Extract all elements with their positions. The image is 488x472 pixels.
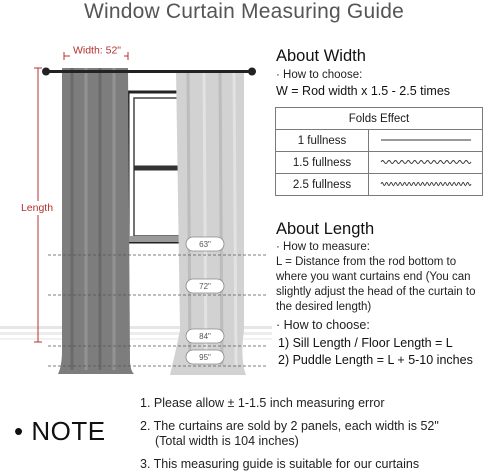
about-length-how-to-measure: · How to measure: xyxy=(276,241,370,253)
about-width-how-to-choose: · How to choose: xyxy=(276,69,363,81)
description-line: slightly adjust the head of the curtain to xyxy=(276,286,476,298)
wave-line xyxy=(381,182,471,185)
length-label: Length xyxy=(20,202,54,214)
note-item-2: 2. The curtains are sold by 2 panels, each width is 52" xyxy=(140,419,439,433)
table-row xyxy=(276,152,483,174)
curtain-illustration xyxy=(0,30,272,375)
table-row xyxy=(276,174,483,196)
mark-72: 72" xyxy=(199,282,211,291)
curtain-panel-dark xyxy=(58,68,134,374)
about-length-heading: About Length xyxy=(276,220,375,238)
length-option-1: 1) Sill Length / Floor Length = L xyxy=(278,336,453,350)
fold-wave-1 xyxy=(369,130,483,152)
fold-wave-1-5 xyxy=(369,152,483,174)
description-line: L = Distance from the rod bottom to xyxy=(276,256,457,268)
description-line: where you want curtains end (You can xyxy=(276,271,471,283)
about-length-description xyxy=(276,255,475,315)
fold-label: 2.5 fullness xyxy=(276,174,369,196)
note-item-3: 3. This measuring guide is suitable for our curtains xyxy=(140,457,420,471)
about-width-heading: About Width xyxy=(276,47,366,65)
folds-table-header: Folds Effect xyxy=(276,108,483,130)
note-item-2-sub: (Total width is 104 inches) xyxy=(155,434,299,448)
page-title: Window Curtain Measuring Guide xyxy=(84,0,404,23)
about-length-how-to-choose: · How to choose: xyxy=(276,318,370,332)
fold-label: 1 fullness xyxy=(276,130,369,152)
fold-wave-2-5 xyxy=(369,174,483,196)
about-width-formula: W = Rod width x 1.5 - 2.5 times xyxy=(276,84,451,98)
table-row xyxy=(276,130,483,152)
note-label: • NOTE xyxy=(14,416,106,446)
wave-line xyxy=(381,160,471,163)
folds-effect-table xyxy=(275,107,483,196)
width-label: Width: 52" xyxy=(72,44,122,57)
fold-label: 1.5 fullness xyxy=(276,152,369,174)
mark-84: 84" xyxy=(199,332,211,341)
description-line: the desired length) xyxy=(276,301,372,313)
length-option-2: 2) Puddle Length = L + 5-10 inches xyxy=(278,353,473,367)
mark-95: 95" xyxy=(199,353,211,362)
mark-63: 63" xyxy=(199,240,211,249)
note-item-1: 1. Please allow ± 1-1.5 inch measuring error xyxy=(140,396,385,410)
